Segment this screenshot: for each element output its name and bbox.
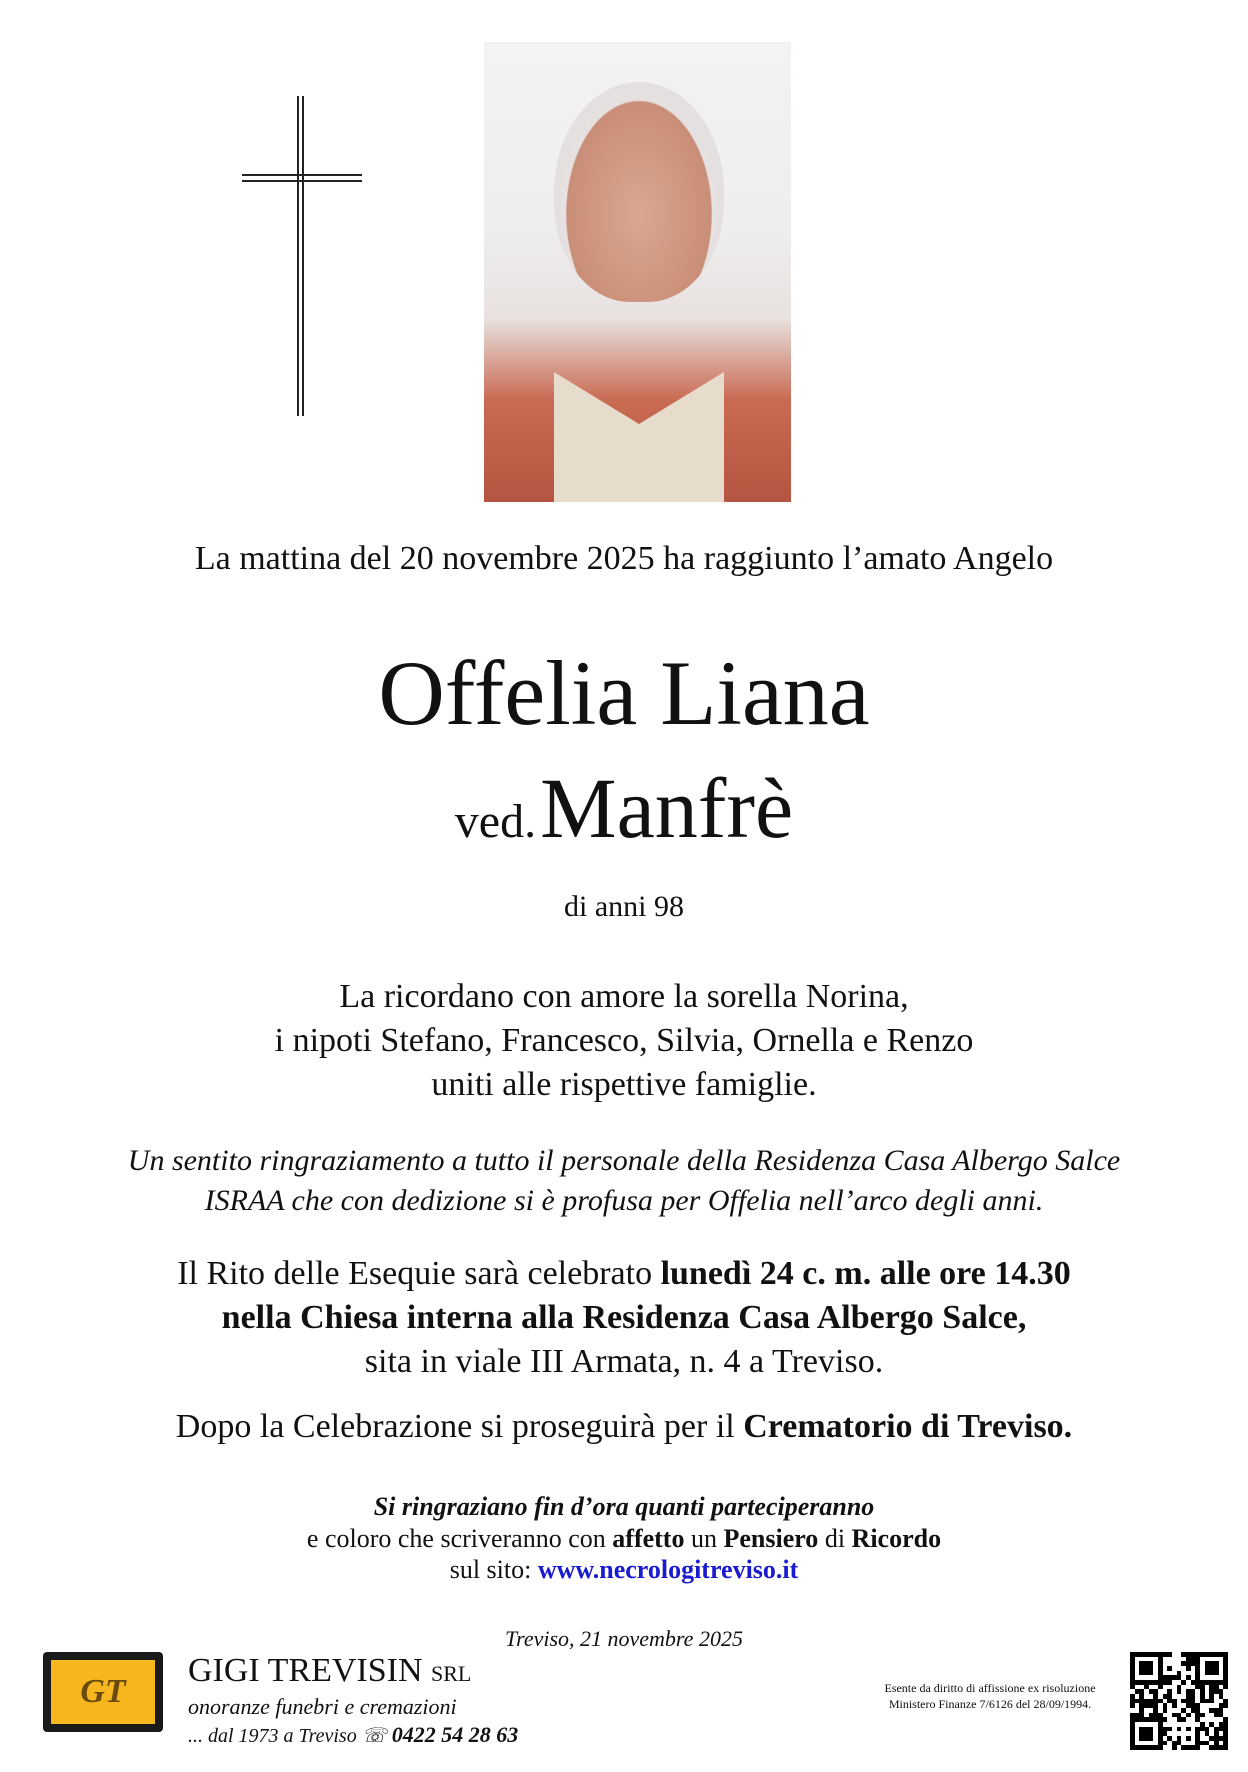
text: affetto: [612, 1524, 685, 1553]
after-text: Dopo la Celebrazione si proseguirà per il: [175, 1408, 744, 1445]
after-line: [0, 1408, 1248, 1446]
text: un: [684, 1524, 724, 1553]
exemption-line: Ministero Finanze 7/6126 del 28/09/1994.: [888, 1697, 1092, 1711]
company-suffix: SRL: [431, 1661, 472, 1686]
closing-thanks: Si ringraziano fin d’ora quanti parteciperanno: [373, 1492, 875, 1521]
notice-date: Treviso, 21 novembre 2025: [505, 1626, 743, 1651]
site-label: sul sito:: [449, 1555, 538, 1584]
exemption-note: [860, 1680, 1120, 1712]
cross-icon: [242, 96, 362, 416]
site-line: [0, 1555, 1248, 1585]
text: Pensiero: [723, 1524, 819, 1553]
surname: Manfrè: [540, 760, 794, 856]
intro-text: La mattina del 20 novembre 2025 ha raggiunto l’amato Angelo: [194, 540, 1054, 577]
website-link[interactable]: www.necrologitreviso.it: [537, 1555, 799, 1584]
company-phone: 0422 54 28 63: [391, 1722, 519, 1747]
closing-line: [0, 1524, 1248, 1554]
deceased-name: Offelia Liana: [378, 642, 870, 744]
text: Ricordo: [851, 1524, 942, 1553]
exemption-line: Esente da diritto di affissione ex risoluzione: [884, 1681, 1096, 1695]
logo-mark: GT: [51, 1660, 155, 1724]
mourners-line: La ricordano con amore la sorella Norina,: [339, 978, 909, 1015]
surname-line: [0, 758, 1248, 858]
thanks-line: ISRAA che con dedizione si è profusa per Offelia nell’arco degli anni.: [204, 1184, 1044, 1217]
crematorium: Crematorio di Treviso.: [743, 1408, 1073, 1445]
text: di: [818, 1524, 852, 1553]
text: e coloro che scriveranno con: [306, 1524, 613, 1553]
mourners-line: uniti alle rispettive famiglie.: [431, 1066, 817, 1103]
company-logo: [43, 1652, 163, 1732]
company-tagline: onoranze funebri e cremazioni: [188, 1694, 457, 1719]
funeral-line: [0, 1255, 1248, 1293]
qr-module: [1223, 1745, 1228, 1750]
company-info: [188, 1652, 518, 1750]
mourners-line: i nipoti Stefano, Francesco, Silvia, Ornella e Renzo: [274, 1022, 974, 1059]
qr-code[interactable]: [1130, 1652, 1228, 1750]
company-since: ... dal 1973 a Treviso: [188, 1725, 357, 1747]
funeral-datetime: lunedì 24 c. m. alle ore 14.30: [660, 1255, 1071, 1292]
funeral-address: sita in viale III Armata, n. 4 a Treviso.: [364, 1343, 884, 1380]
funeral-text: Il Rito delle Esequie sarà celebrato: [177, 1255, 661, 1292]
portrait-photo: [484, 42, 791, 502]
age: di anni 98: [564, 890, 684, 923]
thanks-line: Un sentito ringraziamento a tutto il personale della Residenza Casa Albergo Salce: [127, 1144, 1121, 1177]
phone-icon: ☏: [361, 1725, 387, 1747]
funeral-place: nella Chiesa interna alla Residenza Casa Albergo Salce,: [221, 1299, 1027, 1336]
company-name: GIGI TREVISIN: [188, 1652, 423, 1689]
ved-prefix: ved.: [454, 795, 537, 848]
